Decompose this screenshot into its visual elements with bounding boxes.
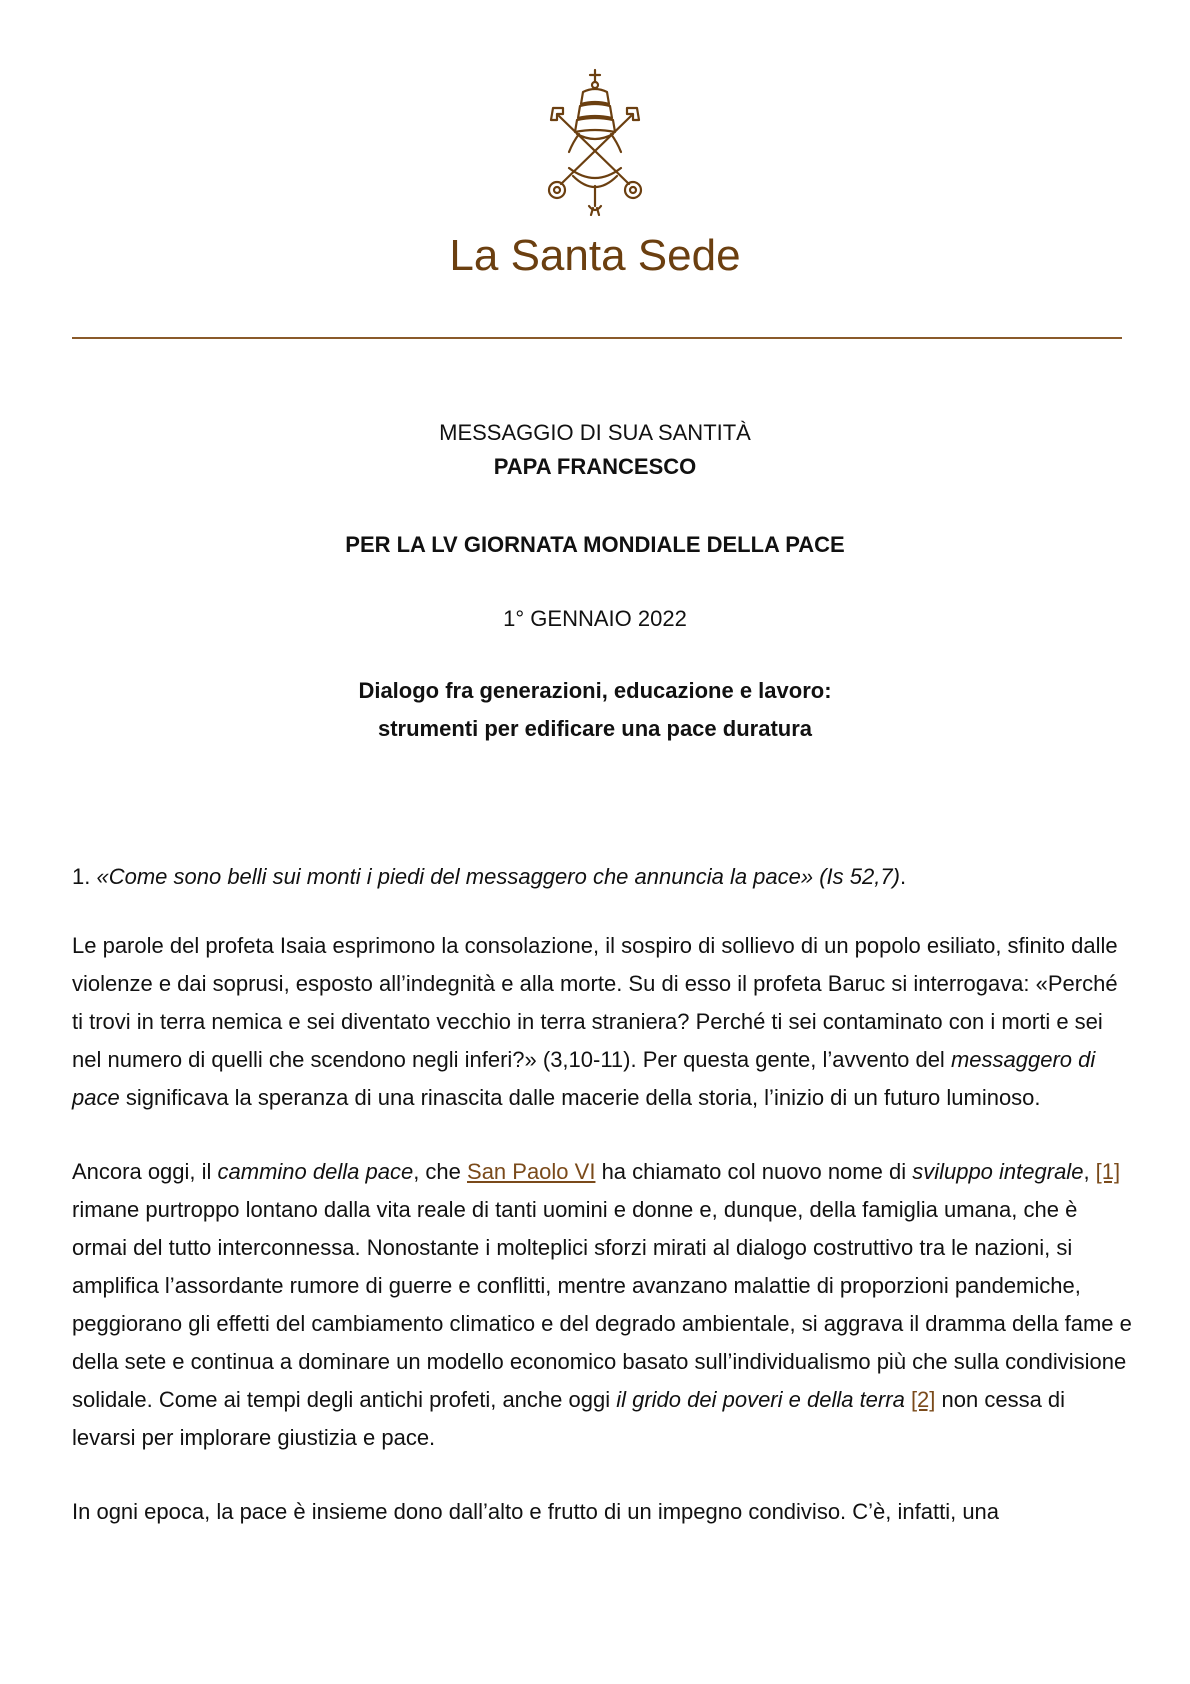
message-title-line2: strumenti per edificare una pace duratura: [377, 716, 813, 741]
site-title[interactable]: La Santa Sede: [449, 231, 741, 280]
scripture-quote: «Come sono belli sui monti i piedi del messaggero che annuncia la pace» (Is 52,7): [96, 864, 900, 889]
paragraph-1-end: .: [899, 864, 907, 889]
paragraph-2-emphasis: messaggero di pace: [72, 1047, 1096, 1110]
message-date: 1° GENNAIO 2022: [503, 606, 687, 631]
paragraph-4-text-a: In ogni epoca, la pace è insieme dono dall’alto e frutto di un impegno condiviso. C’è, infatti, una: [72, 1499, 1000, 1524]
paragraph-2-text-b: significava la speranza di una rinascita dalle macerie della storia, l’inizio di un futuro luminoso.: [119, 1085, 1041, 1110]
author-name: PAPA FRANCESCO: [493, 454, 697, 479]
paragraph-2-text-a: Le parole del profeta Isaia esprimono la consolazione, il sospiro di sollievo di un popolo esiliato, sfinito dalle violenze e dai soprusi, esposto all’indegnità e alla morte. Su di esso il profeta Baruc si interrogava: «Perché ti trovi in terra nemica e sei diventato vecchio in terra straniera? Perché ti sei contaminato con i morti e sei nel numero di quelli che scendono negli inferi?» (3,10-11). Per questa gente, l’avvento del: [72, 933, 1118, 1072]
holy-see-emblem-icon: [533, 68, 657, 216]
san-paolo-vi-link[interactable]: San Paolo VI: [467, 1159, 596, 1184]
paragraph-4: [72, 1493, 1132, 1531]
occasion-title: PER LA LV GIORNATA MONDIALE DELLA PACE: [345, 532, 845, 557]
message-body: [72, 858, 1132, 1567]
paragraph-3: [72, 1153, 1132, 1457]
footnote-link-2[interactable]: [2]: [910, 1387, 936, 1412]
paragraph-2: [72, 927, 1132, 1117]
paragraph-3-text-d: ,: [1083, 1159, 1096, 1184]
footnote-link-1[interactable]: [1]: [1095, 1159, 1121, 1184]
message-heading: MESSAGGIO DI SUA SANTITÀ: [439, 420, 751, 445]
paragraph-3-text-g: non cessa di levarsi per implorare giustizia e pace.: [72, 1387, 1066, 1450]
paragraph-3-emphasis-1: cammino della pace: [217, 1159, 414, 1184]
message-title-line1: Dialogo fra generazioni, educazione e lavoro:: [358, 678, 832, 703]
header-divider: [72, 337, 1122, 339]
paragraph-3-text-a: Ancora oggi, il: [72, 1159, 218, 1184]
paragraph-3-text-c: ha chiamato col nuovo nome di: [595, 1159, 913, 1184]
paragraph-3-emphasis-2: sviluppo integrale: [912, 1159, 1084, 1184]
paragraph-number: 1.: [72, 864, 97, 889]
paragraph-1: [72, 858, 1132, 896]
paragraph-3-text-e: rimane purtroppo lontano dalla vita reale di tanti uomini e donne e, dunque, della famiglia umana, che è ormai del tutto interconnessa. Nonostante i molteplici sforzi mirati al dialogo costruttivo tra le nazioni, si amplifica l’assordante rumore di guerre e conflitti, mentre avanzano malattie di proporzioni pandemiche, peggiorano gli effetti del cambiamento climatico e del degrado ambientale, si aggrava il dramma della fame e della sete e continua a dominare un modello economico basato sull’individualismo più che sulla condivisione solidale. Come ai tempi degli antichi profeti, anche oggi: [72, 1197, 1132, 1412]
paragraph-3-emphasis-3: il grido dei poveri e della terra: [616, 1387, 905, 1412]
paragraph-3-text-b: , che: [413, 1159, 468, 1184]
